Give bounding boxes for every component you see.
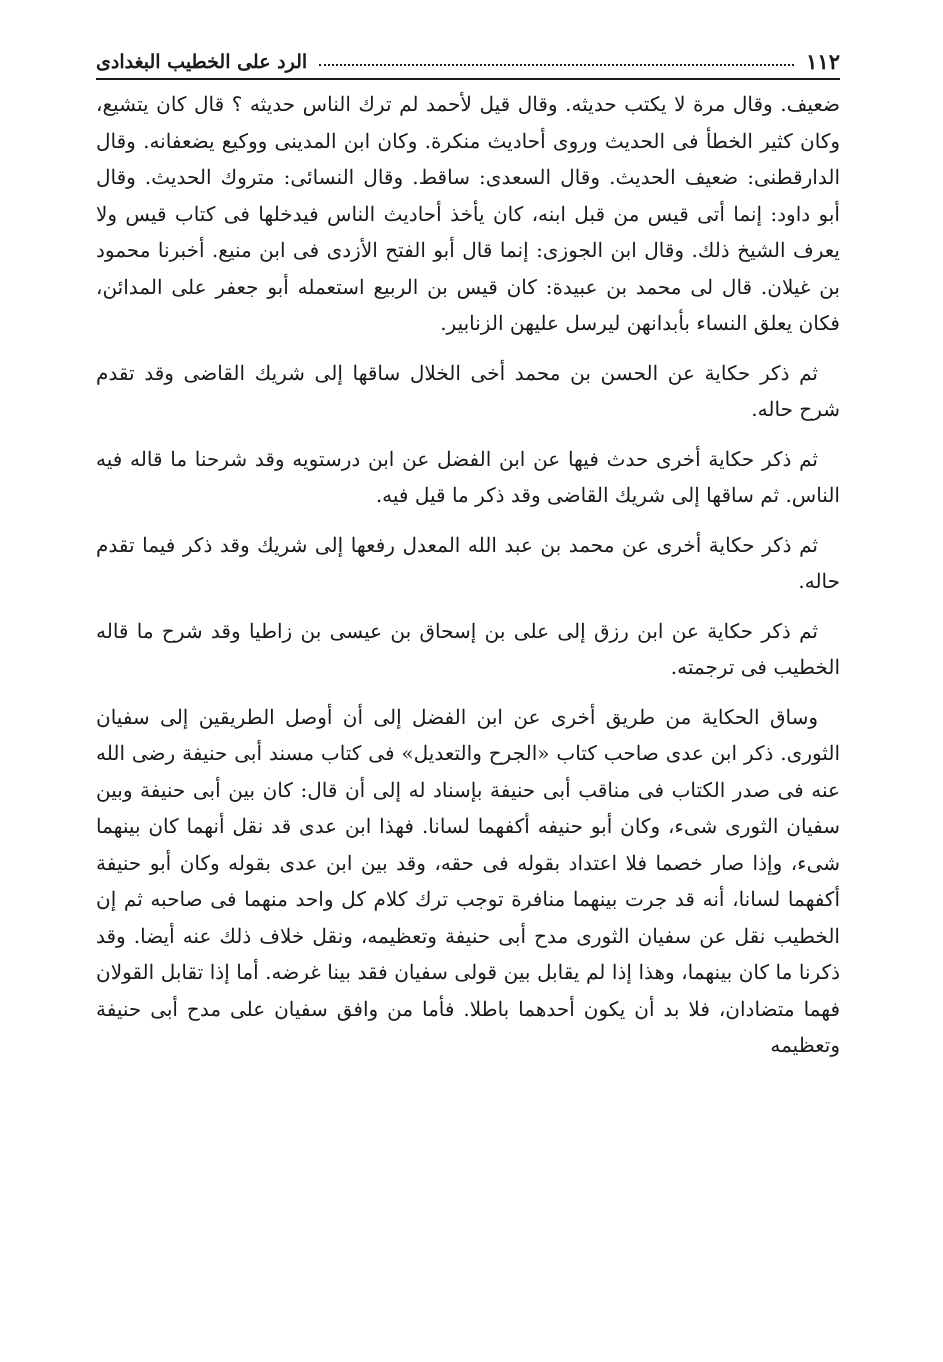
paragraph: ضعيف. وقال مرة لا يكتب حديثه. وقال قيل لأحمد لم ترك الناس حديثه ؟ قال كان يتشيع، وكان كثير الخطأ فى الحديث وروى أحاديث منكرة. وكان ابن المدينى ووكيع يضعفانه. وقال الدارقطنى: ضعيف الحديث. وقال السعدى: ساقط. وقال النسائى: متروك الحديث. وقال أبو داود: إنما أتى قيس من قبل ابنه، كان يأخذ أحاديث الناس فيدخلها فى كتاب قيس ولا يعرف الشيخ ذلك. وقال ابن الجوزى: إنما قال أبو الفتح الأزدى فى ابن منيع. أخبرنا محمود بن غيلان. قال لى محمد بن عبيدة: كان قيس بن الربيع استعمله أبو جعفر على المدائن، فكان يعلق النساء بأبدانهن ليرسل عليهن الزنابير. <box>96 92 840 335</box>
body-text <box>96 86 840 1064</box>
header-leader-dots <box>319 64 794 66</box>
running-title: الرد على الخطيب البغدادى <box>96 51 308 73</box>
page-header <box>96 36 840 80</box>
paragraph: وساق الحكاية من طريق أخرى عن ابن الفضل إلى أن أوصل الطريقين إلى سفيان الثورى. ذكر ابن عدى صاحب كتاب «الجرح والتعديل» فى كتاب مسند أبى حنيفة رضى الله عنه فى صدر الكتاب فى مناقب أبى حنيفة بإسناد له إلى أن قال: كان بين أبى حنيفة وبين سفيان الثورى شىء، وكان أبو حنيفه أكفهما لسانا. فهذا ابن عدى قد نقل أنهما كان بينهما شىء، وإذا صار خصما فلا اعتداد بقوله فى حقه، وقد بين ابن عدى بقوله وكان أبو حنيفة أكفهما لسانا، أنه قد جرت بينهما منافرة توجب ترك كلام كل واحد منهما فى صاحبه ثم إن الخطيب نقل عن سفيان الثورى مدح أبى حنيفة وتعظيمه، ونقل خلاف ذلك عنه أيضا. وقد ذكرنا ما كان بينهما، وهذا إذا لم يقابل بين قولى سفيان فقد بينا غرضه. أما إذا تقابل القولان فهما متضادان، فلا بد أن يكون أحدهما باطلا. فأما من وافق سفيان على مدح أبى حنيفة وتعظيمه <box>96 704 840 1057</box>
paragraph: ثم ذكر حكاية أخرى حدث فيها عن ابن الفضل عن ابن درستويه وقد شرحنا ما قاله فيه الناس. ثم ساقها إلى شريك القاضى وقد ذكر ما قيل فيه. <box>96 446 840 507</box>
paragraph: ثم ذكر حكاية عن الحسن بن محمد أخى الخلال ساقها إلى شريك القاضى وقد تقدم شرح حاله. <box>96 360 840 421</box>
page-number: ١١٢ <box>806 49 840 74</box>
paragraph: ثم ذكر حكاية عن ابن رزق إلى على بن إسحاق بن عيسى بن زاطيا وقد شرح ما قاله الخطيب فى ترجمته. <box>96 618 840 679</box>
paragraph: ثم ذكر حكاية أخرى عن محمد بن عبد الله المعدل رفعها إلى شريك وقد ذكر فيما تقدم حاله. <box>96 532 840 593</box>
